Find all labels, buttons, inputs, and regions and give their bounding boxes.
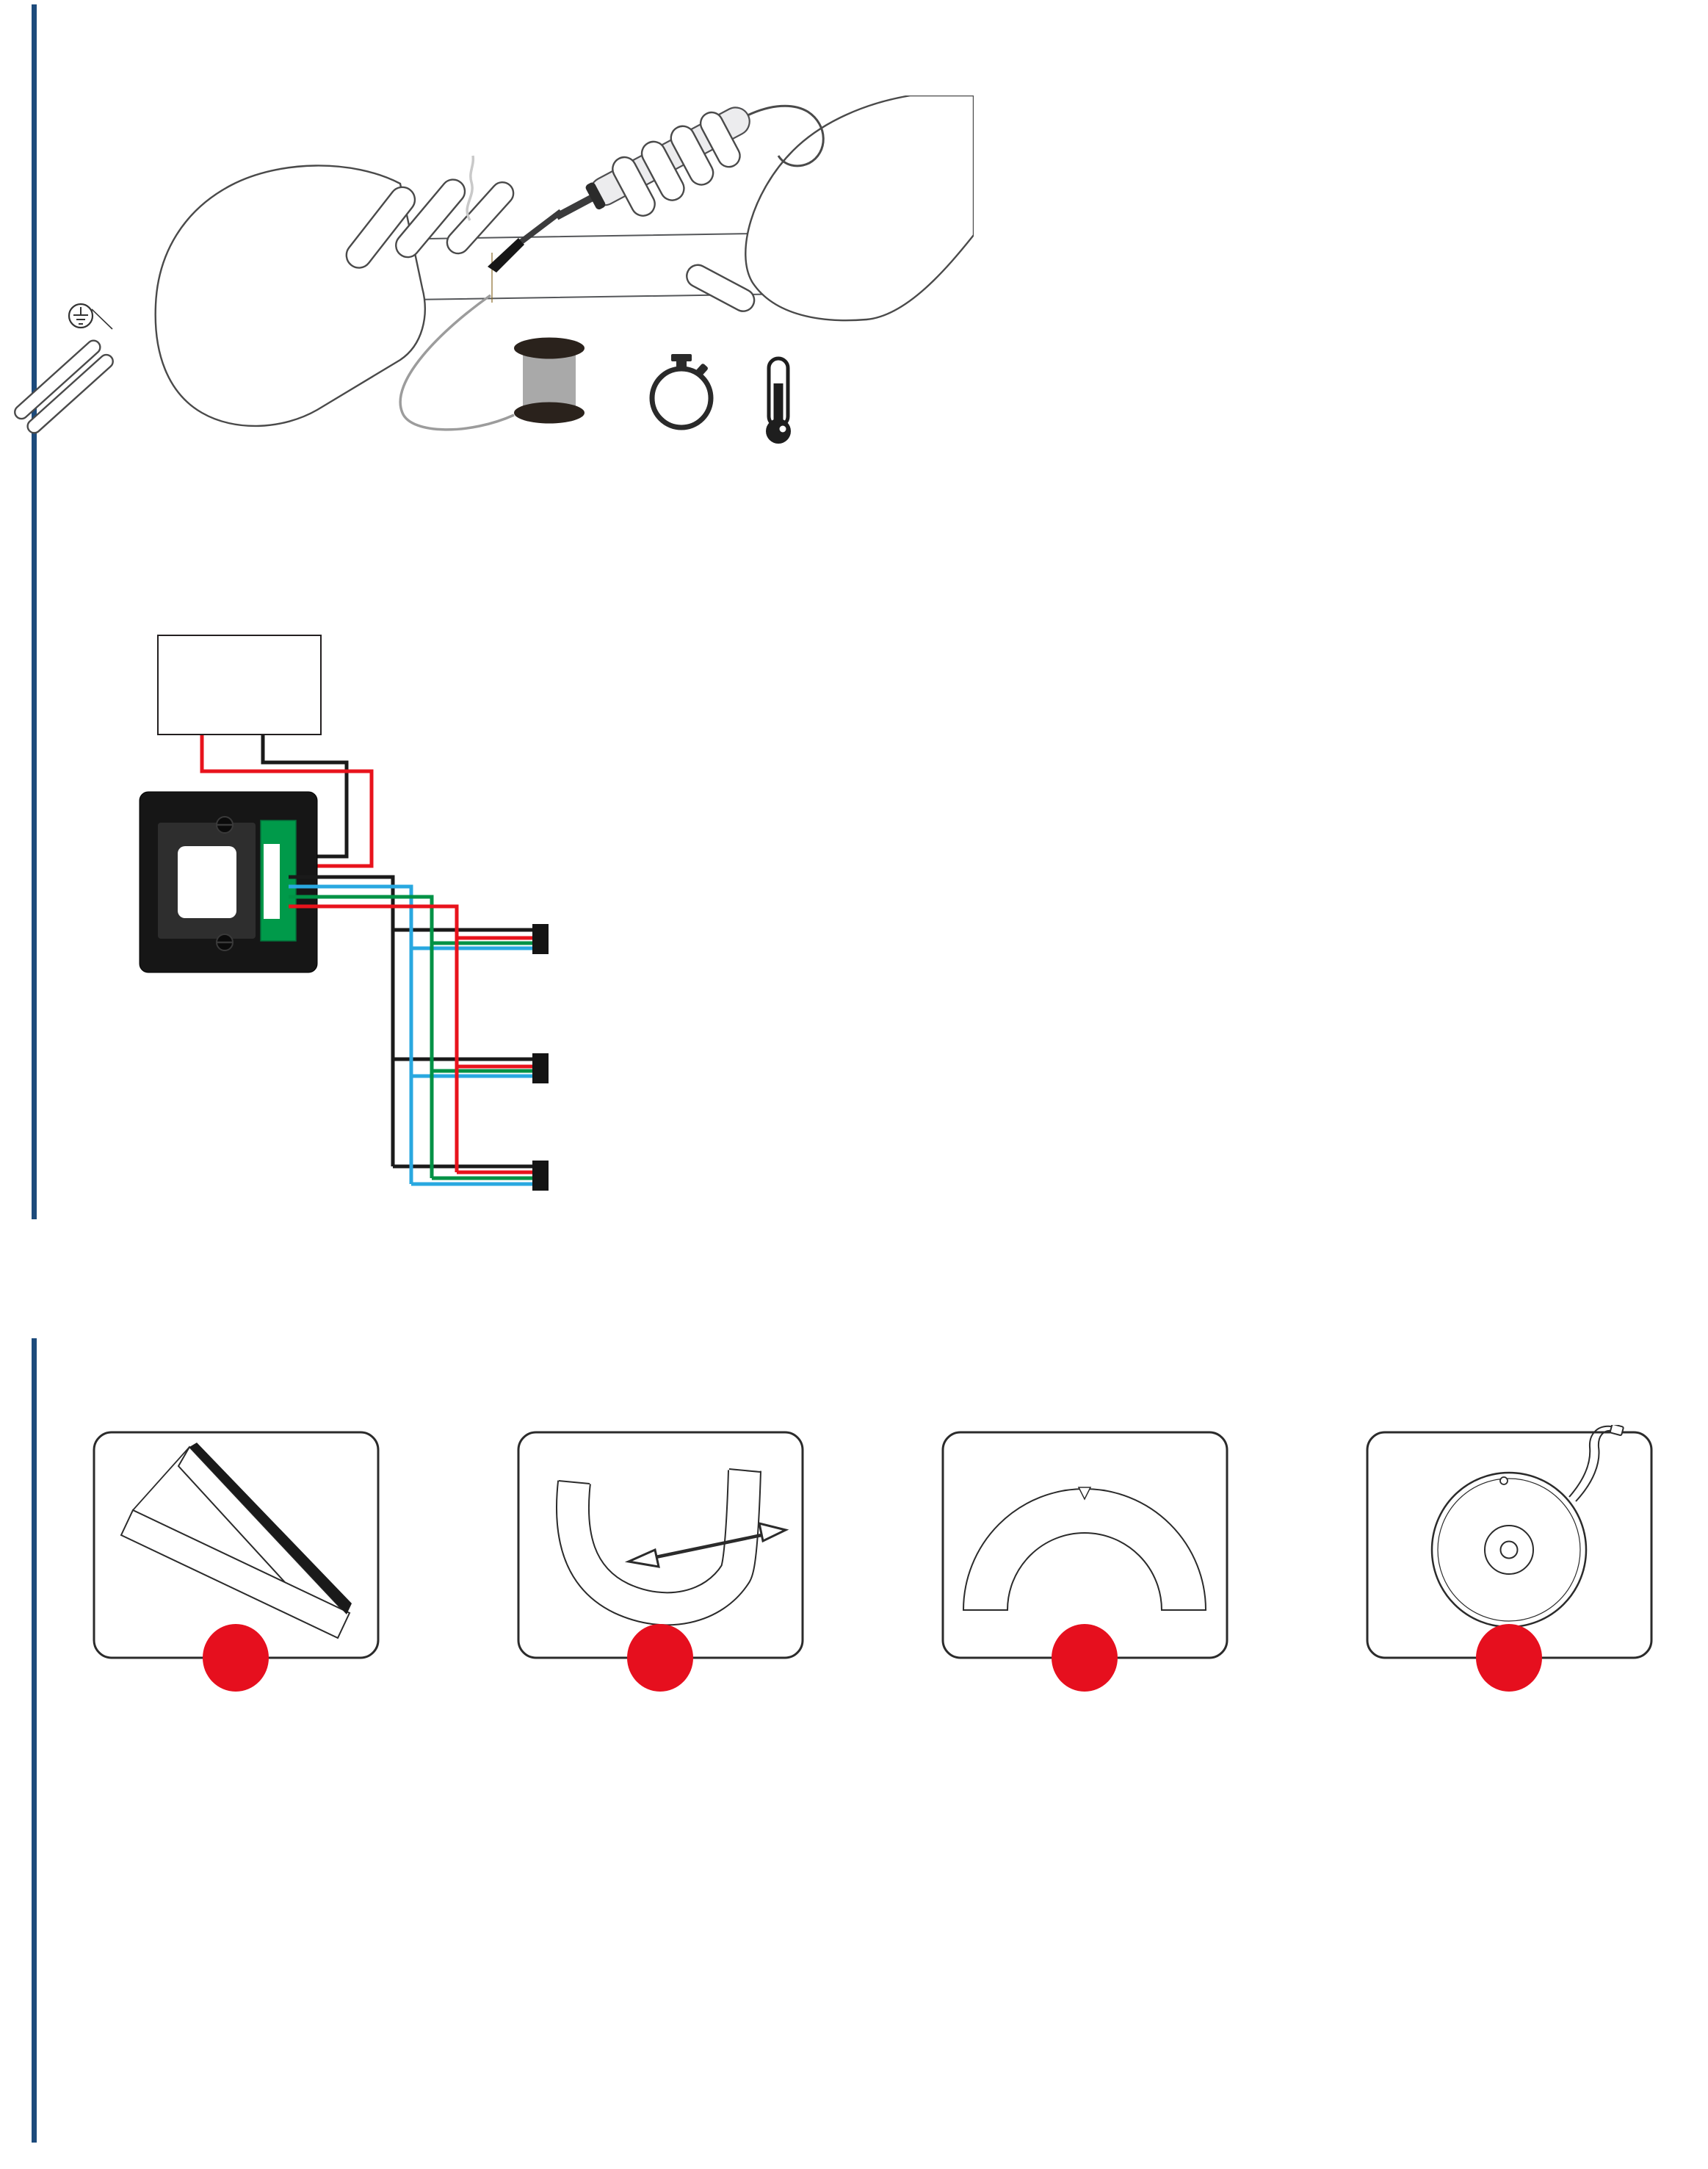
power-supply-box	[158, 635, 321, 735]
screw-slot-top	[217, 817, 233, 833]
strip-connector-1	[532, 924, 549, 954]
wrist-strap	[12, 338, 116, 436]
wiring-diagram	[0, 624, 1708, 1212]
prohibit-badges	[203, 1624, 1542, 1692]
warning-cards	[0, 1425, 1708, 1711]
strip-connector-3	[532, 1161, 549, 1191]
right-hand	[745, 95, 974, 320]
thermometer-icon	[766, 358, 791, 444]
soldering-illustration	[0, 95, 974, 507]
output-wires	[289, 877, 535, 1184]
strip-connector-2	[532, 1053, 549, 1083]
stopwatch-icon	[652, 354, 711, 427]
solder-spool	[514, 338, 585, 424]
screw-slot-bottom	[217, 934, 233, 950]
led-controller	[140, 792, 317, 972]
precautions-list	[106, 1851, 131, 2169]
soldering-iron	[546, 95, 767, 253]
